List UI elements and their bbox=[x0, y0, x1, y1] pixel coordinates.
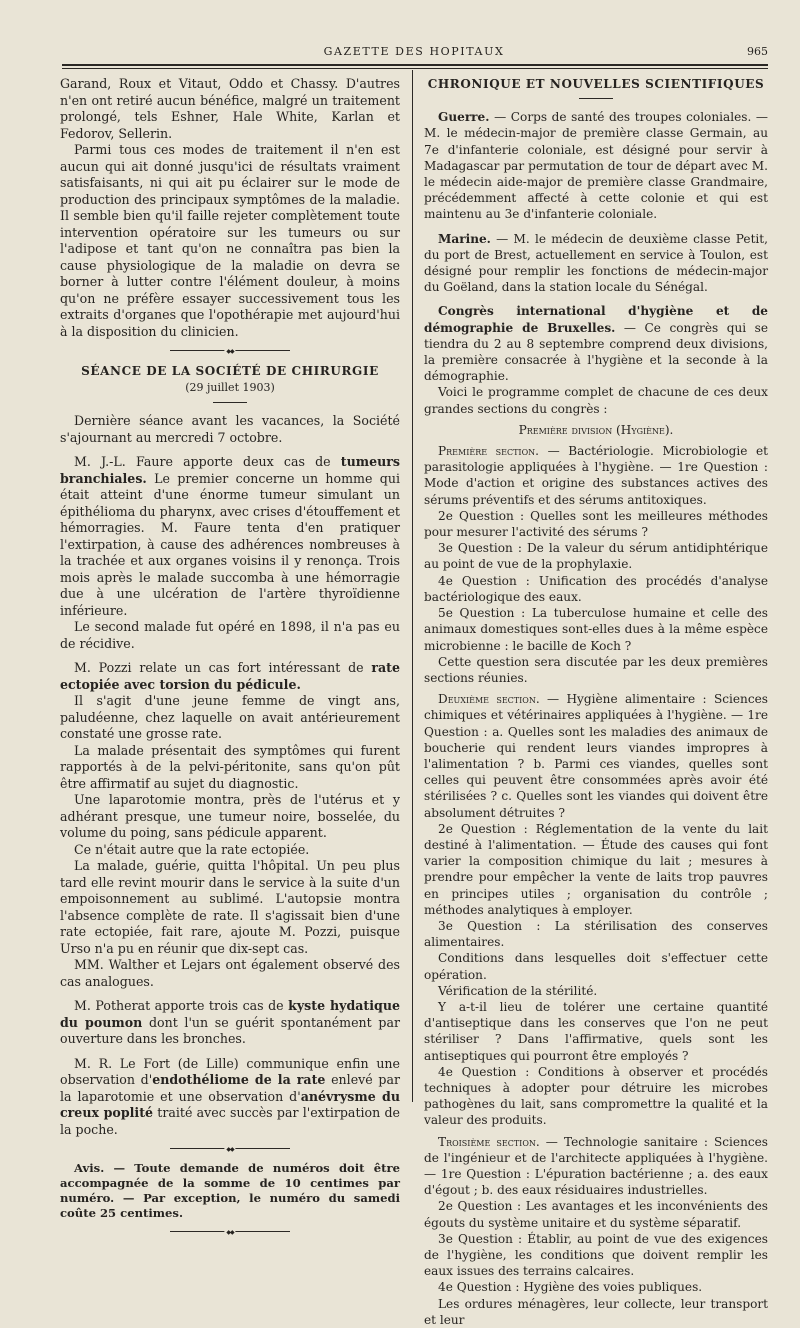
header-rule-thick bbox=[62, 64, 768, 66]
short-rule bbox=[579, 98, 613, 99]
paragraph: Le second malade fut opéré en 1898, il n'a pas eu de récidive. bbox=[60, 619, 400, 651]
paragraph: Les ordures ménagères, leur collecte, leur transport et leur bbox=[424, 1296, 768, 1327]
section-heading-societe-chirurgie: SÉANCE DE LA SOCIÉTÉ DE CHIRURGIE bbox=[81, 364, 379, 378]
paragraph: 5e Question : La tuberculose humaine et celle des animaux domestiques sont-elles dues à la même espèce microbienne : le bacille de Koch ? bbox=[424, 606, 768, 653]
paragraph: 2e Question : Réglementation de la vente du lait destiné à l'alimentation. — Étude des causes qui font varier la composition chimique du lait ; mesures à prendre pour empêcher la vente de laits trop pauvres en principes utiles ; organisation du contrôle ; méthodes analytiques à employer. bbox=[424, 821, 768, 917]
journal-title: GAZETTE DES HOPITAUX bbox=[323, 45, 505, 58]
paragraph: 2e Question : Quelles sont les meilleures méthodes pour mesurer l'activité des sérums ? bbox=[424, 508, 768, 540]
paragraph: Il s'agit d'une jeune femme de vingt ans, paludéenne, chez laquelle on avait antérieurement constaté une grosse rate. bbox=[60, 693, 400, 741]
news-item-marine: Marine. — M. le médecin de deuxième classe Petit, du port de Brest, actuellement en service à Toulon, est désigné pour remplir les fonctions de médecin-major du Goëland, dans la station locale du Sénégal. bbox=[424, 231, 768, 295]
paragraph: Y a-t-il lieu de tolérer une certaine quantité d'antiseptique dans les conserves que l'on ne peut stériliser ? Dans l'affirmative, quels sont les antiseptiques qui pourront être employés ? bbox=[424, 999, 768, 1063]
page-header bbox=[60, 42, 768, 62]
column-divider bbox=[412, 70, 413, 1102]
ornamental-separator bbox=[170, 1231, 290, 1236]
ornamental-separator bbox=[170, 1148, 290, 1153]
division-heading: Première division (Hygiène). bbox=[518, 422, 674, 437]
paragraph: La malade présentait des symptômes qui furent rapportés à de la pelvi-péritonite, sans qu'on pût être affirmatif au sujet du diagnostic. bbox=[60, 742, 400, 791]
section-heading-chronique: CHRONIQUE ET NOUVELLES SCIENTIFIQUES bbox=[427, 77, 765, 91]
paragraph: Voici le programme complet de chacune de ces deux grandes sections du congrès : bbox=[424, 385, 768, 416]
notice-avis: Avis. — Toute demande de numéros doit être accompagnée de la somme de 10 centimes par numéro. — Par exception, le numéro du samedi coûte 25 centimes. bbox=[60, 1161, 400, 1220]
paragraph: 4e Question : Unification des procédés d'analyse bactériologique des eaux. bbox=[424, 573, 768, 604]
paragraph: M. Pozzi relate un cas fort intéressant de rate ectopiée avec torsion du pédicule. bbox=[60, 660, 400, 692]
paragraph: Ce n'était autre que la rate ectopiée. bbox=[74, 841, 310, 857]
paragraph: 3e Question : De la valeur du sérum antidiphtérique au point de vue de la prophylaxie. bbox=[424, 541, 768, 572]
paragraph: Deuxième section. — Hygiène alimentaire : Sciences chimiques et vétérinaires appliquées à l'hygiène. — 1re Question : a. Quelles sont les maladies des animaux de boucherie qui rendent leurs viandes impropres à l'alimentation ? b. Parmi ces viandes, quelles sont celles qui peuvent être consommées après avoir été stérilisées ? c. Quelles sont les viandes qui doivent être absolument détruites ? bbox=[424, 692, 768, 820]
news-item-guerre: Guerre. — Corps de santé des troupes coloniales. — M. le médecin-major de première classe Germain, au 7e d'infanterie coloniale, est désigné pour servir à Madagascar par permutation de tour de départ avec M. le médecin aide-major de première classe Grandmaire, précédemment affecté à cette colonie et qui est maintenu au 3e d'infanterie coloniale. bbox=[424, 110, 768, 222]
paragraph: Première section. — Bactériologie. Microbiologie et parasitologie appliquées à l'hygiène. — 1re Question : Mode d'action et origine des substances actives des sérums préventifs et des sérums antitoxiques. bbox=[424, 444, 768, 507]
paragraph: Garand, Roux et Vitaut, Oddo et Chassy. D'autres n'en ont retiré aucun bénéfice, malgré un traitement prolongé, tels Eshner, Hale White, Karlan et Fedorov, Sellerin. bbox=[60, 76, 400, 141]
paragraph: Troisième section. — Technologie sanitaire : Sciences de l'ingénieur et de l'architecte appliquées à l'hygiène. — 1re Question : L'épuration bactérienne ; a. des eaux d'égout ; b. des eaux résiduaires industrielles. bbox=[424, 1134, 768, 1198]
paragraph: Dernière séance avant les vacances, la Société s'ajournant au mercredi 7 octobre. bbox=[60, 413, 400, 445]
paragraph: Cette question sera discutée par les deux premières sections réunies. bbox=[424, 654, 768, 685]
paragraph: Vérification de la stérilité. bbox=[438, 983, 598, 998]
paragraph: 2e Question : Les avantages et les inconvénients des égouts du système unitaire et du système séparatif. bbox=[424, 1199, 768, 1230]
header-rule-thin bbox=[62, 68, 768, 69]
paragraph: 4e Question : Conditions à observer et procédés techniques à adopter pour détruire les microbes pathogènes du lait, sans compromettre la qualité et la valeur des produits. bbox=[424, 1064, 768, 1128]
paragraph: 3e Question : Établir, au point de vue des exigences de l'hygiène, les conditions que doivent remplir les eaux issues des terrains calcaires. bbox=[424, 1231, 768, 1279]
paragraph: Parmi tous ces modes de traitement il n'en est aucun qui ait donné jusqu'ici de résultats vraiment satisfaisants, ni qui ait pu éclairer sur le mode de production des principaux symptômes de la maladie. Il semble bien qu'il faille rejeter complètement toute intervention opératoire sur les tumeurs ou sur l'adipose et tant qu'on ne connaîtra pas bien la cause physiologique de la maladie on devra se borner à lutter contre l'élément douleur, à moins qu'on ne préfère essayer successivement tous les extraits d'organes que l'opothérapie met aujourd'hui à la disposition du clinicien. bbox=[60, 142, 400, 339]
paragraph: M. R. Le Fort (de Lille) communique enfin une observation d'endothéliome de la rate enlevé par la laparotomie et une observation d'anévrysme du creux poplité traité avec succès par l'extirpation de la poche. bbox=[60, 1055, 400, 1137]
ornamental-separator bbox=[170, 350, 290, 355]
paragraph: La malade, guérie, quitta l'hôpital. Un peu plus tard elle revint mourir dans le service à la suite d'un empoisonnement au sublimé. L'autopsie montra l'absence complète de rate. Il s'agissait bien d'une rate ectopiée, fait rare, ajoute M. Pozzi, puisque Urso n'a pu en réunir que dix-sept cas. bbox=[60, 858, 400, 956]
right-column bbox=[424, 76, 768, 1328]
paragraph: M. Potherat apporte trois cas de kyste hydatique du poumon dont l'un se guérit spontanément par ouverture dans les bronches. bbox=[60, 998, 400, 1046]
paragraph: 4e Question : Hygiène des voies publiques. bbox=[438, 1280, 703, 1295]
paragraph: Une laparotomie montra, près de l'utérus et y adhérant presque, une tumeur noire, bosselée, du volume du poing, sans pédicule apparent. bbox=[60, 792, 400, 840]
paragraph: Conditions dans lesquelles doit s'effectuer cette opération. bbox=[424, 951, 768, 982]
left-column bbox=[60, 76, 400, 1244]
news-item-congres: Congrès international d'hygiène et de démographie de Bruxelles. — Ce congrès qui se tiendra du 2 au 8 septembre comprend deux divisions, la première consacrée à l'hygiène et la seconde à la démographie. bbox=[424, 304, 769, 384]
paragraph: MM. Walther et Lejars ont également observé des cas analogues. bbox=[60, 957, 400, 989]
short-rule bbox=[213, 402, 247, 403]
paragraph: M. J.-L. Faure apporte deux cas de tumeurs branchiales. Le premier concerne un homme qui était atteint d'une énorme tumeur simulant un épithélioma du pharynx, avec crises d'étouffement et hémorragies. M. Faure tenta d'en pratiquer l'extirpation, à cause des adhérences nombreuses à la trachée et aux organes voisins il y renonça. Trois mois après le malade succomba à une hémorragie due à une ulcération de l'artère thyroïdienne inférieure. bbox=[60, 454, 400, 618]
section-date: (29 juillet 1903) bbox=[185, 380, 275, 394]
page-number: 965 bbox=[747, 45, 768, 58]
paragraph: 3e Question : La stérilisation des conserves alimentaires. bbox=[424, 918, 768, 950]
